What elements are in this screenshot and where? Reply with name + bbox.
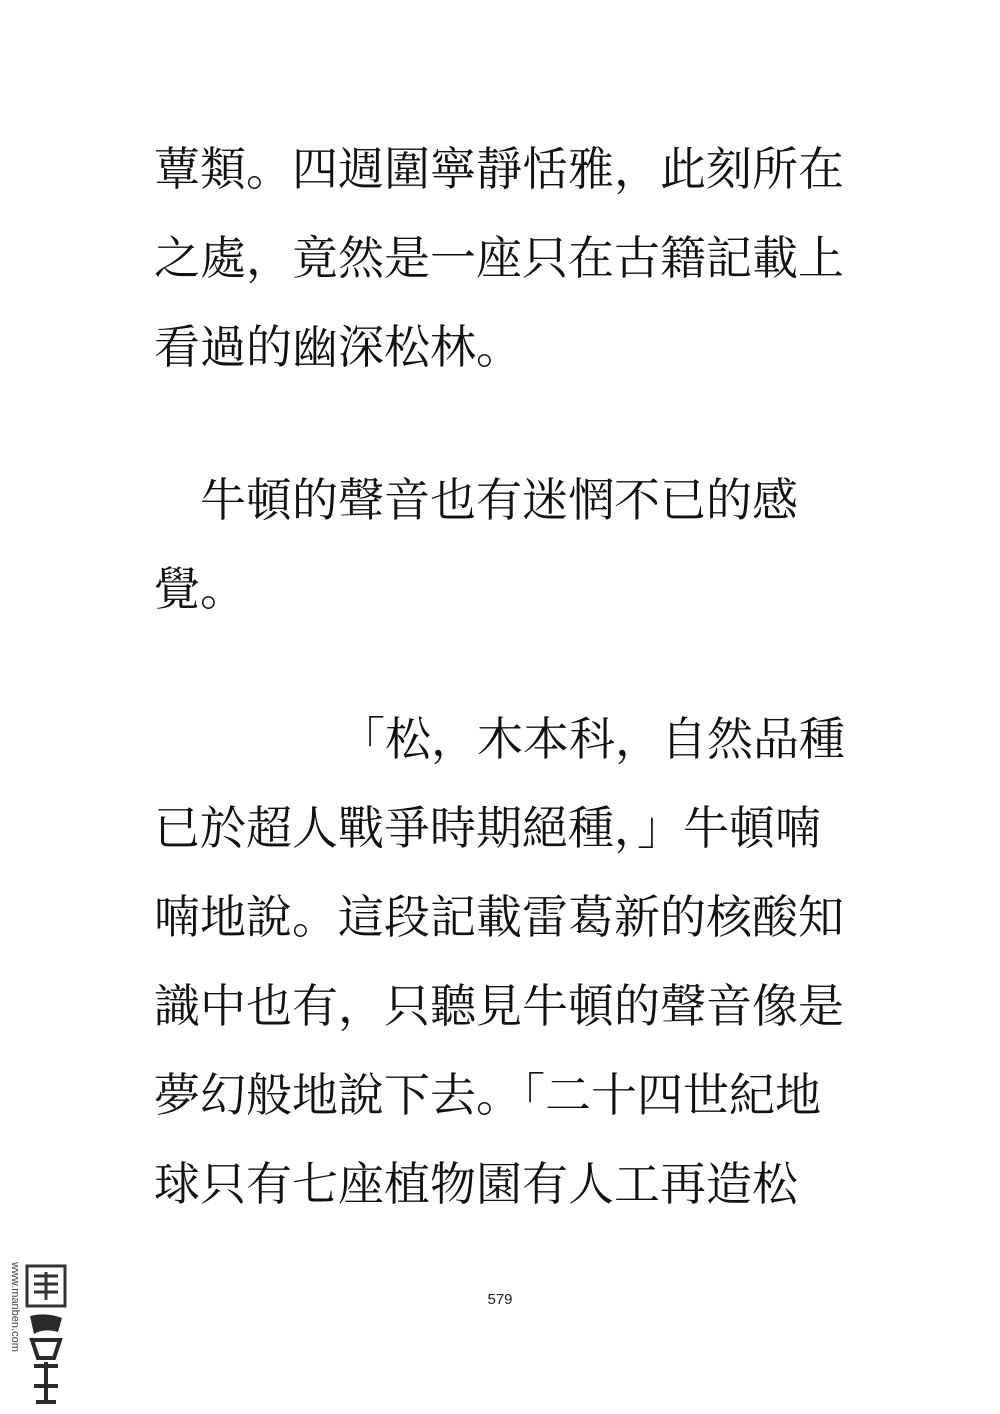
text-line: 夢幻般地說下去。「二十四世紀地 [154,1068,821,1122]
site-watermark [4,1262,68,1410]
text-line: 球只有七座植物園有人工再造松 [154,1157,798,1211]
watermark-url: www.manben.com [9,1262,21,1352]
page-number: 579 [487,1291,513,1308]
watermark-logo [24,1262,68,1406]
text-line: 「松，木本科，自然品種 [339,712,845,766]
text-line: 看過的幽深松林。 [154,320,522,374]
text-line: 之處，竟然是一座只在古籍記載上 [154,231,844,285]
text-line: 蕈類。四週圍寧靜恬雅，此刻所在 [154,142,844,196]
text-line: 覺。 [154,562,246,616]
text-line: 牛頓的聲音也有迷惘不已的感 [200,473,798,527]
text-line: 喃地說。這段記載雷葛新的核酸知 [154,890,844,944]
text-line: 識中也有，只聽見牛頓的聲音像是 [154,979,844,1033]
text-line: 已於超人戰爭時期絕種，」牛頓喃 [154,801,821,855]
